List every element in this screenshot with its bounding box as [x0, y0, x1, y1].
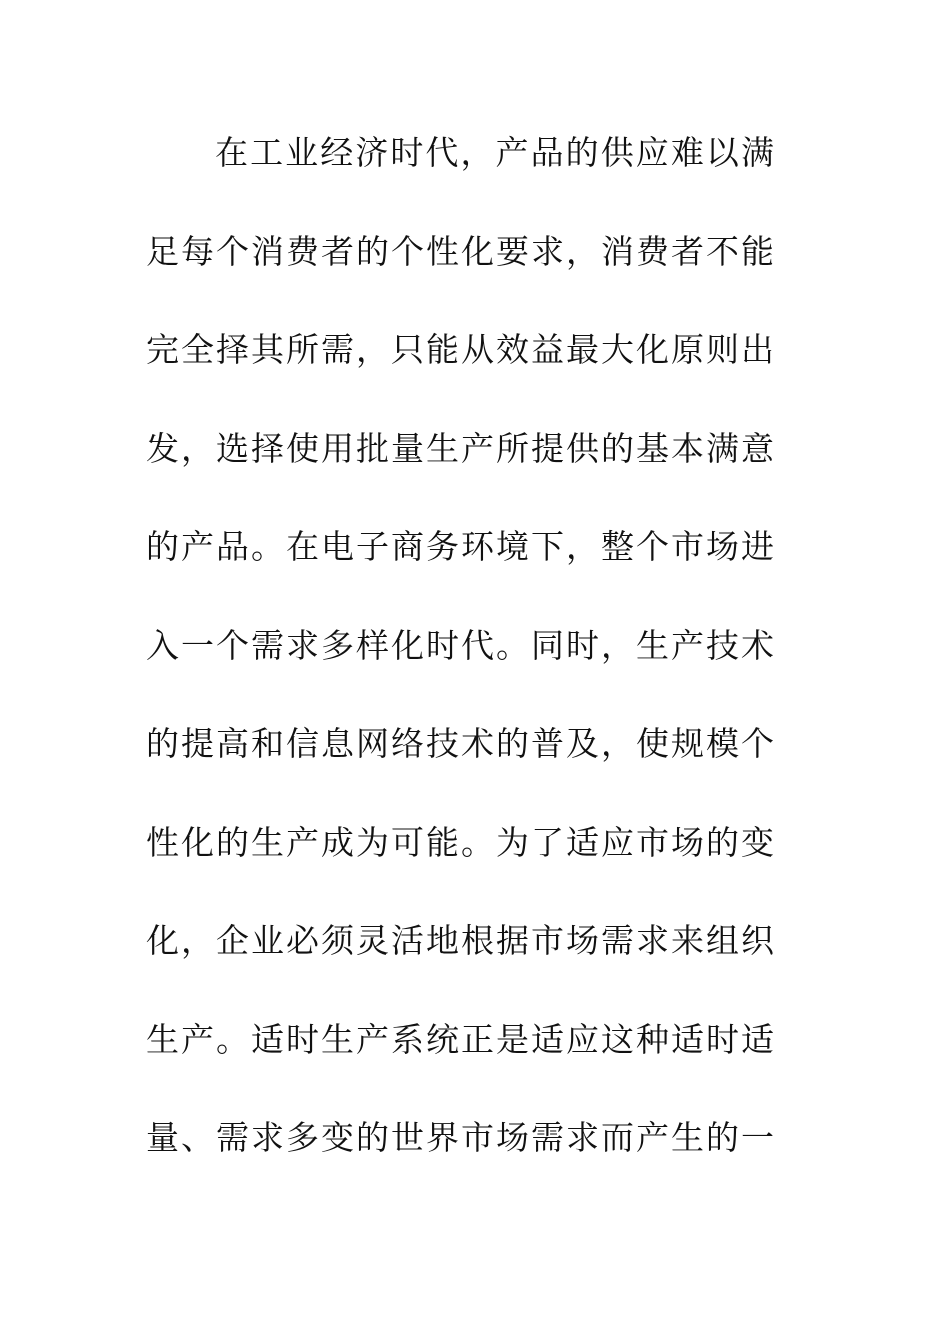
- text-line: 生产。适时生产系统正是适应这种适时适: [146, 1019, 774, 1059]
- text-line: 性化的生产成为可能。为了适应市场的变: [146, 822, 774, 862]
- text-line: 完全择其所需，只能从效益最大化原则出: [146, 330, 774, 369]
- text-line: 的提高和信息网络技术的普及，使规模个: [146, 724, 774, 763]
- text-line: 化，企业必须灵活地根据市场需求来组织: [146, 921, 774, 960]
- text-line: 入一个需求多样化时代。同时，生产技术: [146, 625, 774, 665]
- text-line: 在工业经济时代，产品的供应难以满: [215, 133, 774, 172]
- text-line: 足每个消费者的个性化要求，消费者不能: [146, 231, 774, 271]
- text-line: 发，选择使用批量生产所提供的基本满意: [146, 428, 774, 468]
- body-paragraph: [146, 128, 786, 1212]
- text-line: 量、需求多变的世界市场需求而产生的一: [146, 1118, 774, 1157]
- text-line: 的产品。在电子商务环境下，整个市场进: [146, 527, 774, 566]
